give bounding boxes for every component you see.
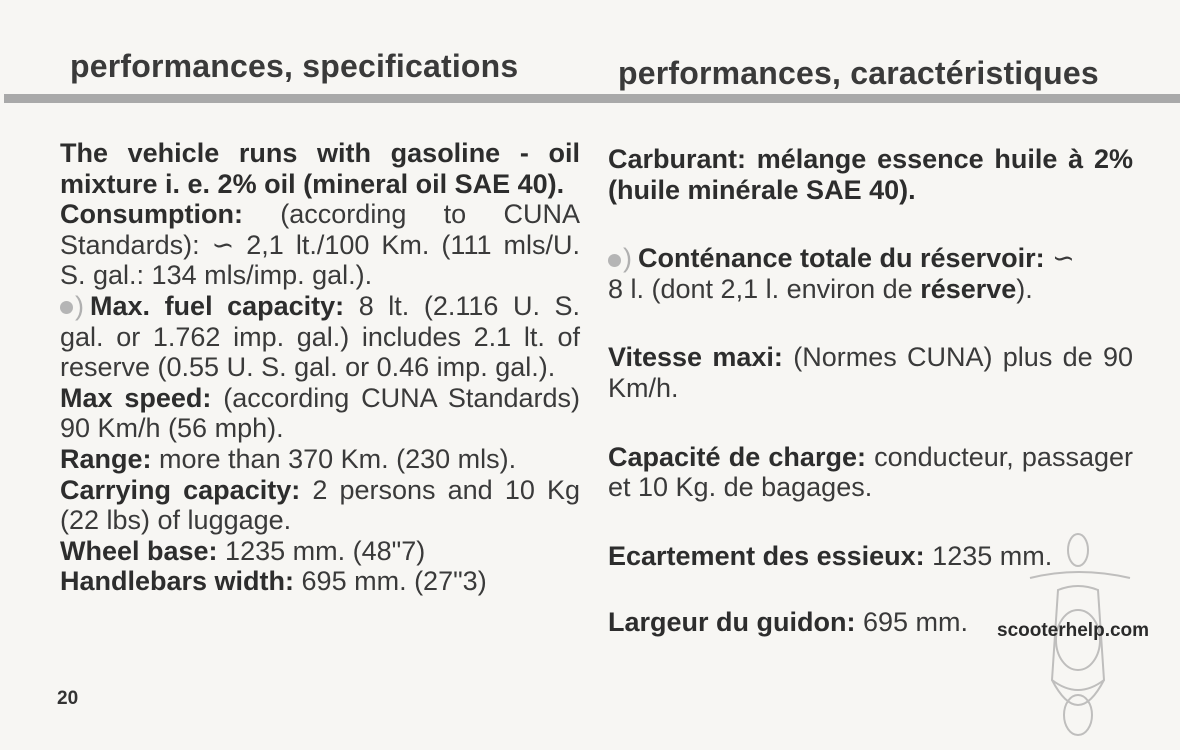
paren-mark-icon: ): [75, 290, 84, 321]
wheel-base-value: 1235 mm. (48"7): [217, 535, 426, 566]
wheel-base-label: Wheel base:: [60, 535, 218, 566]
consumption-label: Consumption:: [60, 199, 243, 230]
vitesse-value: (Normes CUNA) plus de 90 Km/h.: [608, 342, 1133, 403]
charge-label: Capacité de charge:: [608, 441, 866, 472]
reservoir-label: Conténance totale du réservoir:: [638, 243, 1045, 274]
max-speed-label: Max speed:: [60, 382, 212, 413]
vitesse-label: Vitesse maxi:: [608, 342, 783, 373]
charge-paragraph: [608, 442, 1133, 503]
carburant-paragraph: [608, 144, 1133, 205]
carburant-text: Carburant: mélange essence huile à 2% (huile minérale SAE 40).: [608, 144, 1133, 205]
consumption-paragraph: [60, 199, 580, 291]
range-paragraph: [60, 444, 580, 475]
max-speed-paragraph: [60, 383, 580, 444]
reservoir-end: ).: [1016, 273, 1033, 304]
bullet-icon: [608, 254, 621, 267]
watermark-text: scooterhelp.com: [997, 620, 1150, 641]
fuel-mixture-paragraph: [60, 138, 580, 199]
handlebars-width-label: Handlebars width:: [60, 566, 295, 597]
guidon-value: 695 mm.: [855, 607, 969, 638]
max-speed-value: (according CUNA Standards) 90 Km/h (56 mph).: [60, 382, 580, 444]
reservoir-value: 8 l. (dont 2,1 l. environ de: [608, 273, 921, 304]
carrying-capacity-label: Carrying capacity:: [60, 474, 301, 505]
page-number: 20: [57, 688, 79, 709]
essieux-label: Ecartement des essieux:: [608, 540, 925, 571]
handlebars-width-paragraph: [60, 566, 580, 597]
guidon-label: Largeur du guidon:: [608, 607, 856, 638]
fuel-capacity-paragraph: [60, 291, 580, 383]
carrying-capacity-paragraph: [60, 475, 580, 536]
paren-mark-icon: ): [623, 243, 632, 274]
reservoir-paragraph: [608, 243, 1133, 304]
approx-icon: ∽: [1044, 243, 1075, 274]
range-label: Range:: [60, 443, 152, 474]
range-value: more than 370 Km. (230 mls).: [151, 443, 517, 474]
page-title-french: performances, caractéristiques: [618, 55, 1099, 91]
fuel-capacity-label: Max. fuel capacity:: [90, 290, 345, 321]
charge-value: conducteur, passager et 10 Kg. de bagages.: [608, 441, 1133, 503]
bullet-icon: [60, 301, 73, 314]
header-divider: [4, 94, 1180, 103]
handlebars-width-value: 695 mm. (27"3): [294, 566, 487, 597]
essieux-value: 1235 mm.: [924, 540, 1053, 571]
page-title-english: performances, specifications: [70, 48, 519, 84]
fuel-capacity-value: 8 lt. (2.116 U. S. gal. or 1.762 imp. gal.) includes 2.1 lt. of reserve (0.55 U. S. gal. or 0.46 imp. gal.).: [60, 290, 580, 383]
consumption-value: (according to CUNA Standards): ∽ 2,1 lt./100 Km. (111 mls/U. S. gal.: 134 mls/imp. gal.).: [60, 199, 580, 291]
reserve-word: réserve: [920, 273, 1017, 304]
carrying-capacity-value: 2 persons and 10 Kg (22 lbs) of luggage.: [60, 474, 581, 536]
wheel-base-paragraph: [60, 536, 580, 567]
vitesse-paragraph: [608, 342, 1133, 403]
english-column: [60, 138, 580, 597]
fuel-mixture-text: The vehicle runs with gasoline - oil mixture i. e. 2% oil (mineral oil SAE 40).: [60, 138, 580, 199]
